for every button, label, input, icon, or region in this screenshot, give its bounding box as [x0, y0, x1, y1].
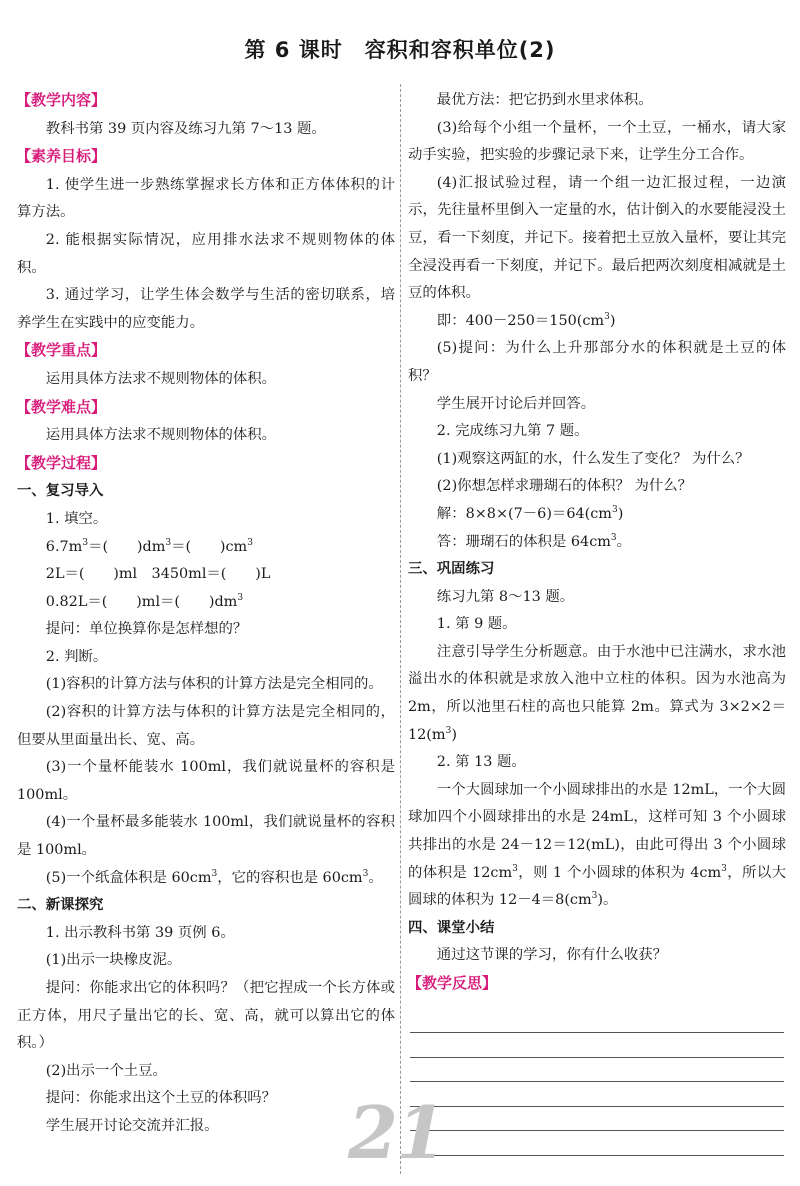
section-tag-difficulty: 【教学难点】 — [16, 397, 107, 416]
judge-item-4: (4)一个量杯最多能装水 100ml，我们就说量杯的容积是 100ml。 — [17, 814, 395, 859]
discussion-text: 学生展开讨论交流并汇报。 — [45, 1117, 219, 1134]
reflection-line — [410, 1058, 784, 1083]
summary-text: 通过这节课的学习，你有什么收获？ — [436, 947, 668, 964]
question-1: (1)观察这两缸的水，什么发生了变化？ 为什么？ — [436, 450, 750, 467]
step-5: (5)提问：为什么上升那部分水的体积就是土豆的体积？ — [408, 340, 786, 384]
section-tag-content: 【教学内容】 — [16, 91, 107, 109]
judge-item-3: (3)一个量杯能装水 100ml，我们就说量杯的容积是 100ml。 — [17, 759, 395, 803]
problem-13-text: 一个大圆球加一个小圆球排出的水是 12mL，一个大圆球加四个小圆球排出的水是 24mL，这样可知 3 个小圆球共排出的水是 24－12＝12(mL)，由此可得出 3 个小圆球的体积是 $12cm^3$，则 1 个小圆球的体积为 $4cm^3$，所以大圆球的体积为 $12-4=8(cm^3)$。 — [408, 781, 786, 909]
step-4: (4)汇报试验过程，请一个组一边汇报过程，一边演示，先往量杯里倒入一定量的水，估计倒入的水要能浸没土豆，看一下刻度，并记下。接着把土豆放入量杯，要让其完全浸没再看一下刻度，并记下。最后把两次刻度相减就是土豆的体积。 — [408, 174, 786, 302]
section-heading-review: 一、复习导入 — [17, 483, 104, 500]
problem-9-text: 注意引导学生分析题意。由于水池中已注满水，求水池溢出水的体积就是求放入池中立柱的体积。因为水池高为 2m，所以池里石柱的高也只能算 2m。算式为 $3\times 2\times 2=12(m^3)$ — [408, 643, 786, 743]
reflection-line — [410, 1009, 784, 1034]
section-tag-key: 【教学重点】 — [16, 341, 107, 360]
section-heading-summary: 四、课堂小结 — [408, 919, 495, 936]
section-tag-goals: 【素养目标】 — [16, 147, 107, 166]
right-column — [408, 87, 786, 1156]
answer-coral: 答：珊瑚石的体积是 $64cm^3$。 — [436, 532, 632, 550]
difficulty-text: 运用具体方法求不规则物体的体积。 — [45, 427, 277, 444]
solution-coral: 解：$8\times 8\times(7-6)=64(cm^3)$ — [436, 504, 624, 522]
example-1b: (2)出示一个土豆。 — [45, 1062, 167, 1079]
problem-9-heading: 1. 第 9 题。 — [436, 616, 517, 633]
fill-line-b: 2L＝( )ml 3450ml＝( )L — [45, 566, 271, 583]
judge-item-2: (2)容积的计算方法与体积的计算方法是完全相同的，但要从里面量出长、宽、高。 — [17, 704, 395, 748]
page-title: 第 6 课时 容积和容积单位(2) — [244, 38, 556, 62]
question-clay-volume: 提问：你能求出它的体积吗？（把它捏成一个长方体或正方体，用尺子量出它的长、宽、高，就可以算出它的体积。） — [17, 980, 395, 1052]
calc-potato: 即：$400-250=150(cm^3)$ — [436, 311, 616, 329]
section-tag-process: 【教学过程】 — [16, 453, 107, 472]
goal-3: 3. 通过学习，让学生体会数学与生活的密切联系，培养学生在实践中的应变能力。 — [17, 287, 395, 331]
judge-item-1: (1)容积的计算方法与体积的计算方法是完全相同的。 — [45, 676, 383, 693]
fill-line-c: 0.82L＝( )ml＝( )$dm^3$ — [45, 592, 244, 610]
question-2: (2)你想怎样求珊瑚石的体积？ 为什么？ — [436, 478, 693, 495]
section-heading-new-lesson: 二、新课探究 — [17, 897, 104, 914]
reflection-line — [410, 1131, 784, 1156]
best-method: 最优方法：把它扔到水里求体积。 — [436, 92, 653, 108]
question-potato-volume: 提问：你能求出这个土豆的体积吗？ — [45, 1090, 277, 1107]
content-text: 教科书第 39 页内容及练习九第 7～13 题。 — [45, 120, 326, 137]
section-tag-reflection: 【教学反思】 — [407, 974, 498, 992]
reflection-lines — [408, 1009, 786, 1156]
page-number: 21 — [348, 1090, 445, 1175]
example-1a: (1)出示一块橡皮泥。 — [45, 952, 182, 969]
example-1: 1. 出示教科书第 39 页例 6。 — [45, 924, 235, 941]
reflection-line — [410, 1033, 784, 1058]
step-5-answer: 学生展开讨论后并回答。 — [436, 395, 596, 412]
fill-line-a: $6.7m^3=$( )$dm^3=$( )$cm^3$ — [45, 537, 253, 555]
key-text: 运用具体方法求不规则物体的体积。 — [45, 370, 277, 387]
reflection-line — [410, 1107, 784, 1132]
step-3: (3)给每个小组一个量杯，一个土豆，一桶水，请大家动手实验，把实验的步骤记录下来，让学生分工合作。 — [408, 119, 786, 164]
question-unit-conversion: 提问：单位换算你是怎样想的？ — [45, 621, 248, 638]
goal-2: 2. 能根据实际情况，应用排水法求不规则物体的体积。 — [17, 231, 395, 276]
reflection-line — [410, 1082, 784, 1107]
left-column — [17, 87, 395, 1141]
goal-1: 1. 使学生进一步熟练掌握求长方体和正方体体积的计算方法。 — [17, 176, 395, 221]
exercise-2: 2. 完成练习九第 7 题。 — [436, 423, 589, 440]
judge-item-5: (5)一个纸盒体积是 $60cm^3$，它的容积也是 $60cm^3$。 — [45, 868, 383, 886]
judge-heading: 2. 判断。 — [45, 648, 108, 665]
practice-range: 练习九第 8～13 题。 — [436, 588, 575, 605]
column-divider — [400, 84, 401, 1174]
section-heading-practice: 三、巩固练习 — [408, 561, 495, 578]
problem-13-heading: 2. 第 13 题。 — [436, 754, 526, 771]
fill-heading: 1. 填空。 — [45, 510, 108, 527]
